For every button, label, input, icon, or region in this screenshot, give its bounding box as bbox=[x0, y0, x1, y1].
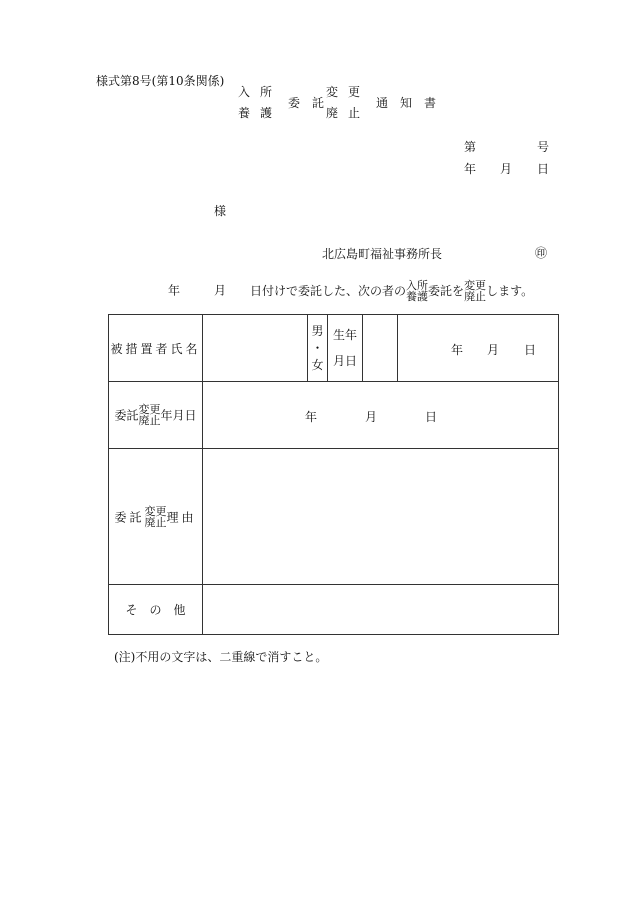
title-option-haishi: 廃止 bbox=[326, 106, 371, 120]
table-row-other bbox=[109, 585, 559, 635]
itaku-reason-field[interactable] bbox=[203, 449, 559, 585]
form-number: 様式第8号(第10条関係) bbox=[96, 74, 225, 88]
birthdate-field[interactable]: 年 月 日 bbox=[398, 315, 559, 382]
body-middle: 委託を bbox=[428, 284, 465, 298]
footnote: (注)不用の文字は、二重線で消すこと。 bbox=[114, 650, 328, 664]
date-hi: 日 bbox=[537, 162, 550, 176]
birthdate-era-field[interactable] bbox=[363, 315, 398, 382]
title-tail: 通 知 書 bbox=[376, 96, 437, 110]
date-nen: 年 bbox=[464, 162, 477, 176]
date-tsuki: 月 bbox=[500, 162, 513, 176]
title-option-henkou: 変更 bbox=[326, 85, 371, 99]
notification-table bbox=[108, 314, 559, 635]
sex-field[interactable]: 男 ・ 女 bbox=[308, 315, 328, 382]
body-nen: 年 bbox=[168, 283, 181, 298]
title-itaku: 委 託 bbox=[288, 96, 325, 110]
body-sentence bbox=[168, 280, 533, 302]
issuer: 北広島町福祉事務所長 bbox=[322, 247, 443, 261]
title-option-nyusho: 入所 bbox=[238, 85, 283, 99]
addressee-suffix: 様 bbox=[214, 204, 227, 218]
table-row-reason bbox=[109, 449, 559, 585]
subject-name-field[interactable] bbox=[203, 315, 308, 382]
title-option-yougo: 養護 bbox=[238, 106, 283, 120]
label-itaku-date: 委託変更 廃止年月日 bbox=[109, 382, 203, 449]
body-option-2: 変更 廃止 bbox=[464, 279, 487, 303]
table-row-date bbox=[109, 382, 559, 449]
body-option-1: 入所 養護 bbox=[406, 279, 429, 303]
ref-gou: 号 bbox=[537, 140, 550, 154]
label-itaku-reason: 委託変更 廃止理由 bbox=[109, 449, 203, 585]
label-other: そ の 他 bbox=[109, 585, 203, 635]
body-suffix: します。 bbox=[486, 284, 534, 298]
label-birthdate: 生年 月日 bbox=[328, 315, 363, 382]
seal-mark: ㊞ bbox=[535, 246, 548, 260]
ref-dai: 第 bbox=[464, 140, 477, 154]
other-field[interactable] bbox=[203, 585, 559, 635]
itaku-date-field[interactable]: 年 月 日 bbox=[203, 382, 559, 449]
table-row-name bbox=[109, 315, 559, 382]
label-subject-name: 被措置者氏名 bbox=[109, 315, 203, 382]
body-tsuki: 月 bbox=[214, 283, 227, 298]
body-prefix: 日付けで委託した、次の者の bbox=[250, 284, 407, 298]
